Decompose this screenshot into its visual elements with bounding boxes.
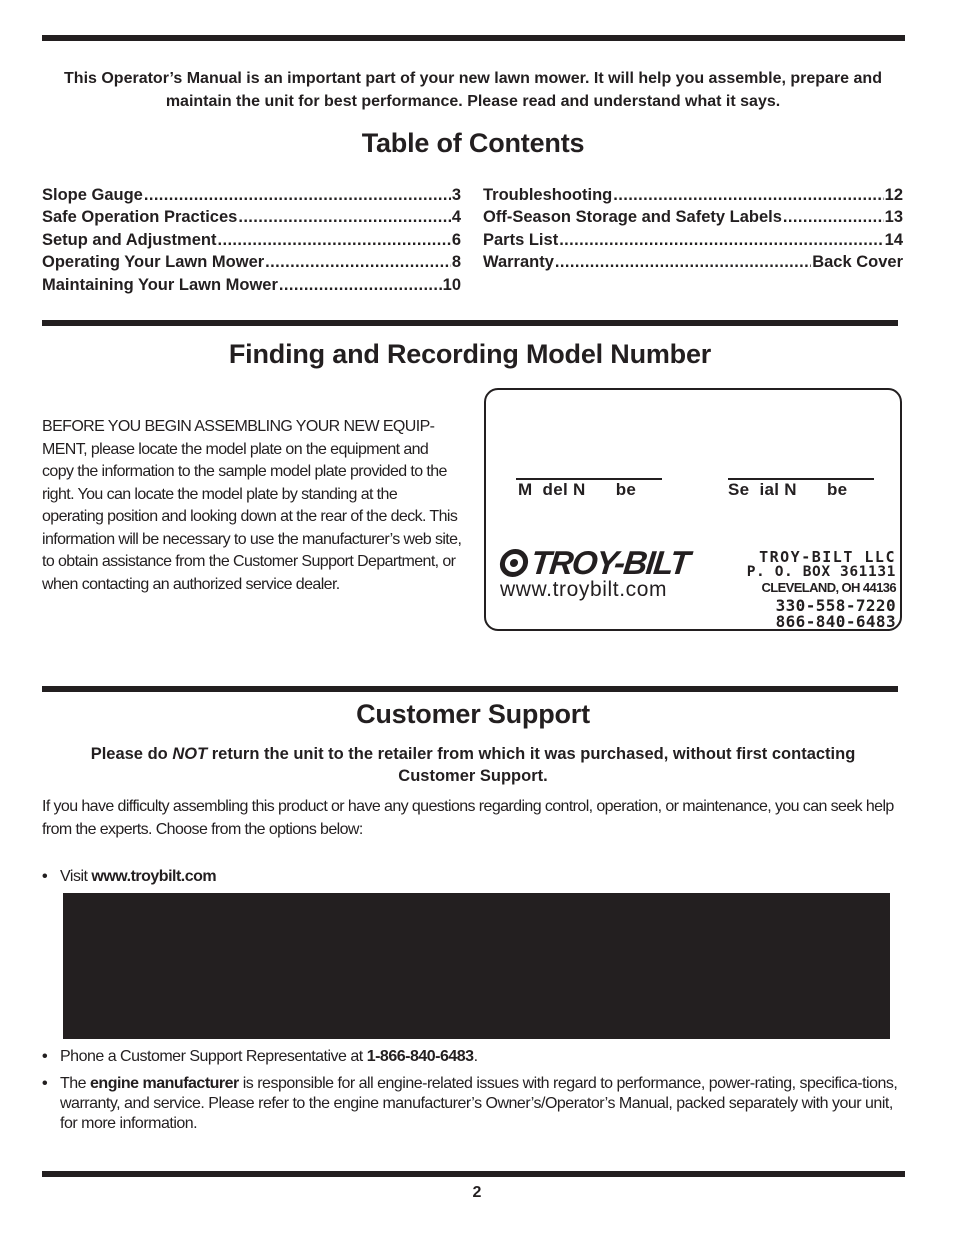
- plate-website: www.troybilt.com: [500, 578, 668, 601]
- model-section-body: BEFORE YOU BEGIN ASSEMBLING YOUR NEW EQUIP-MENT, please locate the model plate on the equipment and copy the information to the sample model plate provided to the right. You can locate the model plate by standing at the operating position and looking down at the rear of the deck. This information will be necessary to use the manufacturer’s web site, to obtain assistance from the Customer Support Department, or when contacting an authorized service dealer.: [42, 418, 462, 593]
- toc-item-warranty[interactable]: Warranty ..... Back Cover: [483, 251, 903, 274]
- plate-phone-1: 330-558-7220: [775, 596, 896, 615]
- toc-item-setup[interactable]: Setup and Adjustment ..... 6: [42, 229, 461, 252]
- plate-company: TROY-BILT LLC: [759, 548, 896, 566]
- toc-item-safe-operation[interactable]: Safe Operation Practices ..... 4: [42, 206, 461, 229]
- support-warning: Please do NOT return the unit to the retailer from which it was purchased, without first contacting Customer Support.: [90, 745, 856, 785]
- visit-url-link[interactable]: www.troybilt.com: [91, 868, 217, 885]
- toc-item-operating[interactable]: Operating Your Lawn Mower ..... 8: [42, 251, 461, 274]
- serial-number-label: Se ial N be: [728, 480, 848, 499]
- redacted-block: [63, 893, 890, 1039]
- model-section-title: Finding and Recording Model Number: [228, 339, 712, 369]
- troy-bilt-logo: TROY-BILT: [498, 544, 691, 582]
- page-number: 2: [472, 1184, 482, 1201]
- plate-city: CLEVELAND, OH 44136: [761, 580, 896, 595]
- warning-not: NOT: [172, 745, 208, 763]
- support-phone-number: 1-866-840-6483: [366, 1048, 474, 1065]
- support-title: Customer Support: [356, 699, 590, 729]
- section-rule-support: [42, 686, 898, 692]
- intro-text: This Operator’s Manual is an important part of your new lawn mower. It will help you assemble, prepare and maintain the unit for best performance. Please read and understand what it says.: [64, 70, 882, 110]
- plate-phone-2: 866-840-6483: [775, 612, 896, 631]
- sample-model-plate: [484, 388, 902, 631]
- section-rule-model: [42, 320, 898, 326]
- toc-item-troubleshooting[interactable]: Troubleshooting ..... 12: [483, 184, 903, 207]
- plate-po-box: P. O. BOX 361131: [746, 564, 896, 580]
- toc-item-slope-gauge[interactable]: Slope Gauge ..... 3: [42, 184, 461, 207]
- bottom-rule: [42, 1171, 905, 1177]
- model-number-label: M del N be: [518, 480, 637, 499]
- gear-icon: [499, 549, 530, 577]
- toc-item-maintaining[interactable]: Maintaining Your Lawn Mower ..... 10: [42, 274, 461, 297]
- toc-item-parts-list[interactable]: Parts List ..... 14: [483, 229, 903, 252]
- top-rule: [42, 35, 905, 41]
- support-body: If you have difficulty assembling this product or have any questions regarding control, operation, or maintenance, you can seek help from the experts. Choose from the options below:: [42, 798, 894, 838]
- toc-title: Table of Contents: [361, 128, 585, 158]
- toc-item-storage[interactable]: Off-Season Storage and Safety Labels ..... 13: [483, 206, 903, 229]
